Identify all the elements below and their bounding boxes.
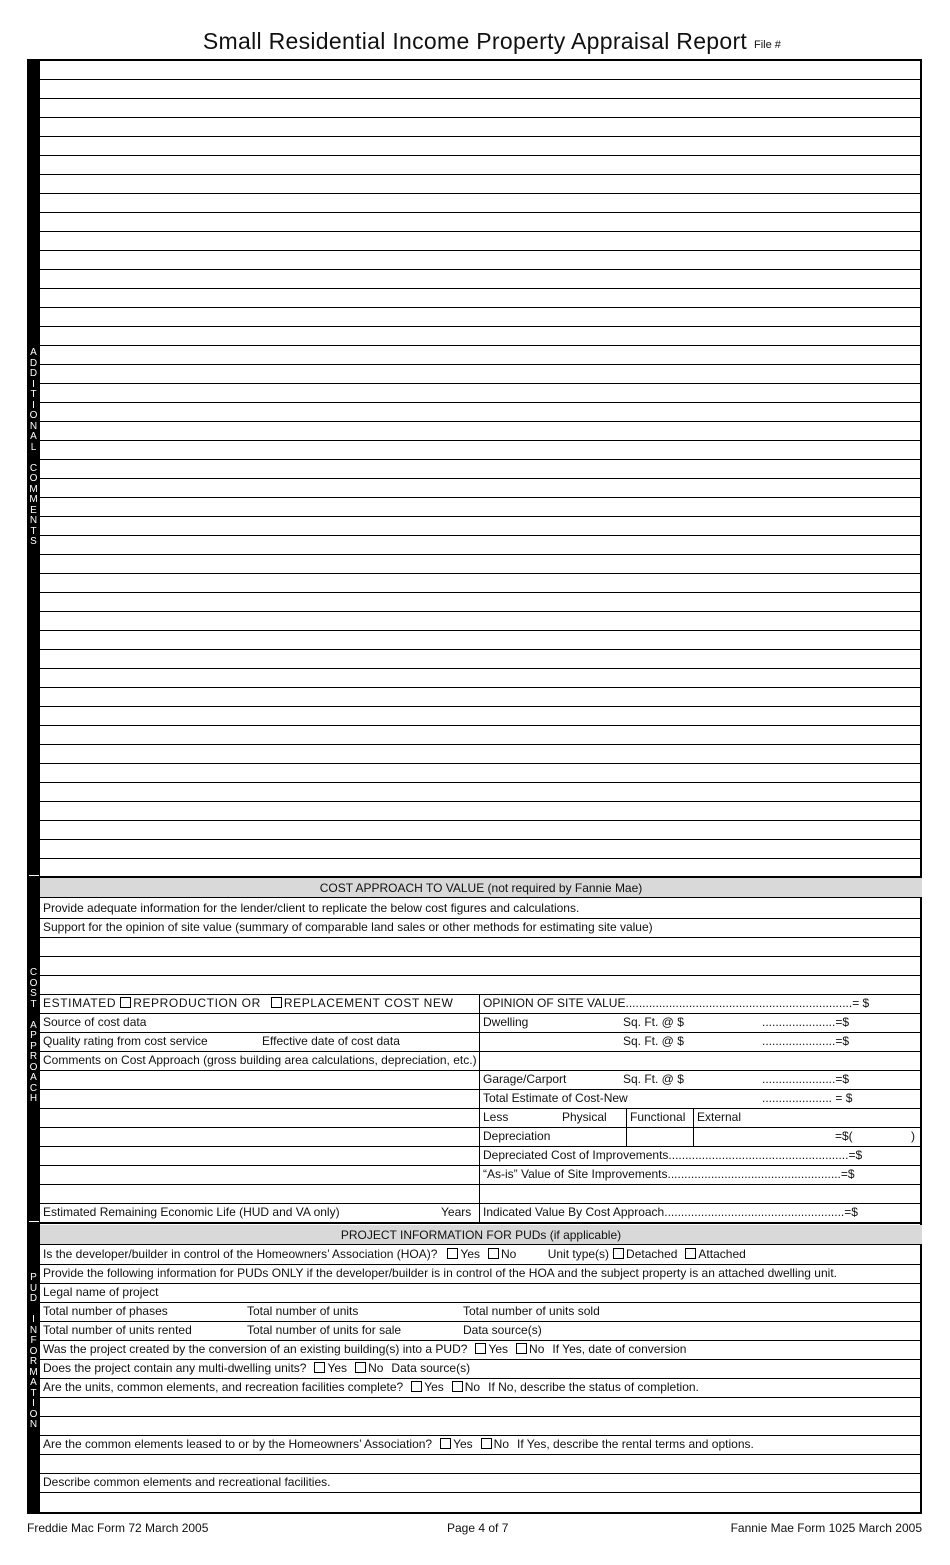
effective-date-label: Effective date of cost data (262, 1034, 400, 1048)
sidebar-letter: R (29, 1356, 38, 1367)
comment-line[interactable] (40, 440, 922, 441)
sidebar-letter: O (29, 977, 38, 989)
sidebar-letter: O (29, 1061, 38, 1073)
comment-line[interactable] (40, 535, 922, 536)
comment-line[interactable] (40, 592, 922, 593)
physical-label: Physical (562, 1110, 607, 1124)
complete-yes-label: Yes (424, 1380, 444, 1394)
comment-line[interactable] (40, 744, 922, 745)
cost-approach-header: COST APPROACH TO VALUE (not required by Fannie Mae) (40, 878, 922, 897)
multi-no-label: No (368, 1361, 384, 1375)
comment-line[interactable] (40, 402, 922, 403)
leased-question-text: Are the common elements leased to or by the Homeowners’ Association? (43, 1437, 433, 1451)
multi-no-checkbox[interactable] (355, 1362, 366, 1373)
sidebar-letter: A (30, 347, 37, 358)
comment-line[interactable] (40, 459, 922, 460)
complete-no-checkbox[interactable] (452, 1381, 463, 1392)
cost-support-site: Support for the opinion of site value (summary of comparable land sales or other methods for estimating site value) (43, 920, 653, 934)
as-is-value-label: “As-is” Value of Site Improvements (483, 1167, 668, 1181)
sidebar-letter: U (29, 1282, 38, 1294)
hoa-question-text: Is the developer/builder in control of the Homeowners’ Association (HOA)? (43, 1247, 438, 1261)
conversion-no-checkbox[interactable] (516, 1343, 527, 1354)
comment-line[interactable] (40, 554, 922, 555)
comment-line[interactable] (40, 155, 922, 156)
comment-line[interactable] (40, 839, 922, 840)
sidebar-letter: C (29, 1082, 38, 1094)
depreciation-close: ) (911, 1129, 915, 1143)
extra-total-leader: ......................=$ (762, 1034, 850, 1048)
completion-question-text: Are the units, common elements, and recreation facilities complete? (43, 1380, 404, 1394)
units-for-sale-label: Total number of units for sale (247, 1323, 402, 1337)
sidebar-letter: N (29, 1324, 38, 1336)
comment-line[interactable] (40, 858, 922, 859)
multi-data-sources-label: Data source(s) (391, 1361, 471, 1375)
comment-line[interactable] (40, 801, 922, 802)
less-label: Less (483, 1110, 509, 1124)
comment-line[interactable] (40, 497, 922, 498)
sidebar-letter: I (32, 378, 35, 390)
dwelling-sqft-label: Sq. Ft. @ $ (623, 1015, 684, 1029)
comment-line[interactable] (40, 383, 922, 384)
data-sources-label: Data source(s) (463, 1323, 542, 1337)
comment-line[interactable] (40, 364, 922, 365)
sidebar-letter: D (29, 368, 38, 379)
site-value-label: OPINION OF SITE VALUE (483, 996, 626, 1010)
comment-line[interactable] (40, 288, 922, 289)
indicated-value-leader: ......................................................=$ (664, 1205, 858, 1219)
footer-right: Fannie Mae Form 1025 March 2005 (730, 1521, 922, 1535)
page-title: Small Residential Income Property Appraisal Report (202, 28, 748, 54)
sidebar-letter: P (30, 1030, 37, 1041)
quality-rating-label: Quality rating from cost service (43, 1034, 208, 1048)
external-label: External (697, 1110, 742, 1124)
attached-checkbox[interactable] (685, 1248, 696, 1259)
sidebar-letter: C (29, 967, 38, 978)
source-of-cost-data: Source of cost data (43, 1015, 147, 1029)
replacement-checkbox[interactable] (271, 997, 282, 1008)
comment-line[interactable] (40, 516, 922, 517)
sidebar-letter: A (30, 1377, 37, 1388)
sidebar-letter (27, 453, 40, 464)
garage-label: Garage/Carport (483, 1072, 567, 1086)
hoa-control-question (43, 1247, 746, 1262)
conversion-date-label: If Yes, date of conversion (552, 1342, 687, 1356)
comment-line[interactable] (40, 649, 922, 650)
multi-dwelling-text: Does the project contain any multi-dwelling units? (43, 1361, 307, 1375)
sidebar-letter: T (30, 389, 37, 400)
leased-question (43, 1437, 754, 1452)
replacement-label: REPLACEMENT COST NEW (283, 996, 454, 1010)
dwelling-label: Dwelling (483, 1015, 529, 1029)
unit-types-label: Unit type(s) (547, 1247, 610, 1261)
as-is-value-line (483, 1167, 855, 1182)
pud-information-section-label (27, 1273, 40, 1431)
comment-line[interactable] (40, 345, 922, 346)
conversion-question-text: Was the project created by the conversion of an existing building(s) into a PUD? (43, 1342, 468, 1356)
comment-line[interactable] (40, 668, 922, 669)
multi-yes-label: Yes (327, 1361, 348, 1375)
sidebar-letter (27, 1010, 40, 1021)
hoa-no-label: No (501, 1247, 517, 1261)
conversion-question (43, 1342, 686, 1357)
sidebar-letter: F (30, 1335, 37, 1346)
comment-line[interactable] (40, 212, 922, 213)
comment-line[interactable] (40, 611, 922, 612)
pud-header: PROJECT INFORMATION FOR PUDs (if applicable) (40, 1225, 922, 1244)
pud-provide-only: Provide the following information for PUDs ONLY if the developer/builder is in control of the HOA and the subject property is an attached dwelling unit. (43, 1266, 837, 1280)
comment-line[interactable] (40, 573, 922, 574)
multi-dwelling-question (43, 1361, 470, 1376)
detached-checkbox[interactable] (613, 1248, 624, 1259)
conversion-no-label: No (529, 1342, 545, 1356)
indicated-value-label: Indicated Value By Cost Approach (483, 1205, 665, 1219)
multi-yes-checkbox[interactable] (314, 1362, 325, 1373)
sidebar-letter: O (29, 1345, 38, 1357)
extra-sqft-label: Sq. Ft. @ $ (623, 1034, 684, 1048)
sidebar-letter: M (29, 494, 38, 505)
reproduction-label: REPRODUCTION OR (133, 996, 261, 1010)
comment-line[interactable] (40, 136, 922, 137)
depreciated-cost-line (483, 1148, 862, 1163)
sidebar-letter: P (30, 1272, 37, 1283)
sidebar-letter: D (29, 1293, 38, 1304)
conversion-yes-checkbox[interactable] (475, 1343, 486, 1354)
complete-no-label: No (464, 1380, 481, 1394)
comment-line[interactable] (40, 307, 922, 308)
sidebar-letter: M (29, 483, 38, 495)
completion-status-label: If No, describe the status of completion. (488, 1380, 699, 1394)
describe-common-elements: Describe common elements and recreational facilities. (43, 1475, 331, 1489)
sidebar-letter: S (30, 988, 37, 999)
garage-total-leader: ......................=$ (762, 1072, 850, 1086)
estimated-label: ESTIMATED (43, 996, 117, 1010)
units-label: Total number of units (247, 1304, 359, 1318)
sidebar-letter: A (30, 1072, 37, 1083)
sidebar-letter: S (30, 536, 37, 547)
leased-no-label: No (493, 1437, 510, 1451)
comment-line[interactable] (40, 193, 922, 194)
attached-label: Attached (698, 1247, 746, 1261)
years-label: Years (441, 1205, 472, 1219)
remaining-life-label: Estimated Remaining Economic Life (HUD and VA only) (43, 1205, 340, 1219)
hoa-yes-checkbox[interactable] (447, 1248, 458, 1259)
sidebar-letter: T (30, 525, 37, 537)
cost-approach-comments-label: Comments on Cost Approach (gross building area calculations, depreciation, etc.) (43, 1053, 477, 1067)
sidebar-letter: N (29, 420, 38, 432)
dwelling-total-leader: ......................=$ (762, 1015, 850, 1029)
garage-sqft-label: Sq. Ft. @ $ (623, 1072, 684, 1086)
sidebar-letter: C (29, 462, 38, 474)
site-value-line (483, 996, 869, 1011)
comment-line[interactable] (40, 79, 922, 80)
comment-line[interactable] (40, 763, 922, 764)
total-cost-new-label: Total Estimate of Cost-New (483, 1091, 628, 1105)
comment-line[interactable] (40, 687, 922, 688)
detached-label: Detached (626, 1247, 678, 1261)
footer-page-number: Page 4 of 7 (447, 1521, 509, 1535)
depreciated-cost-label: Depreciated Cost of Improvements (483, 1148, 669, 1162)
units-sold-label: Total number of units sold (463, 1304, 600, 1318)
sidebar-letter: O (29, 473, 38, 484)
completion-question (43, 1380, 699, 1395)
estimated-cost-line (43, 996, 453, 1011)
sidebar-letter: N (29, 1419, 38, 1430)
comment-line[interactable] (40, 98, 922, 99)
footer-left: Freddie Mac Form 72 March 2005 (27, 1521, 209, 1535)
conversion-yes-label: Yes (488, 1342, 509, 1356)
form-frame (27, 59, 922, 1514)
sidebar-letter: T (30, 998, 37, 1010)
total-cost-new-leader: ..................... = $ (762, 1091, 853, 1105)
sidebar-letter: O (29, 410, 38, 421)
page-header (0, 28, 950, 55)
leased-yes-checkbox[interactable] (440, 1438, 451, 1449)
sidebar-letter: I (32, 1398, 35, 1409)
phases-label: Total number of phases (43, 1304, 168, 1318)
comment-line[interactable] (40, 174, 922, 175)
sidebar-letter: M (29, 1366, 38, 1378)
sidebar-letter: T (30, 1387, 37, 1399)
comment-line[interactable] (40, 725, 922, 726)
sidebar-letter: D (29, 357, 38, 369)
sidebar-letter: A (30, 431, 37, 442)
legal-name-label: Legal name of project (43, 1285, 159, 1299)
file-number-label: File # (754, 39, 781, 51)
cost-provide-info: Provide adequate information for the lender/client to replicate the below cost figures and calculations. (43, 901, 580, 915)
sidebar-letter: P (30, 1040, 37, 1052)
as-is-value-leader: ....................................................=$ (667, 1167, 855, 1181)
comment-line[interactable] (40, 269, 922, 270)
reproduction-checkbox[interactable] (120, 997, 131, 1008)
sidebar-letter: I (32, 1314, 35, 1325)
sidebar-letter: R (29, 1051, 38, 1062)
leased-yes-label: Yes (453, 1437, 473, 1451)
functional-label: Functional (630, 1110, 686, 1124)
depreciation-value: =$( (835, 1129, 853, 1143)
comment-line[interactable] (40, 820, 922, 821)
sidebar-letter: A (30, 1019, 37, 1031)
cost-approach-section-label (27, 968, 40, 1105)
comment-line[interactable] (40, 782, 922, 783)
leased-no-checkbox[interactable] (481, 1438, 492, 1449)
comment-line[interactable] (40, 231, 922, 232)
comment-line[interactable] (40, 630, 922, 631)
depreciation-label: Depreciation (483, 1129, 551, 1143)
comment-line[interactable] (40, 326, 922, 327)
units-rented-label: Total number of units rented (43, 1323, 192, 1337)
sidebar-letter: I (32, 399, 35, 411)
sidebar-letter: H (29, 1093, 38, 1104)
indicated-value-line (483, 1205, 858, 1220)
additional-comments-section-label (27, 348, 40, 548)
site-value-leader: ....................................................................= $ (625, 996, 870, 1010)
sidebar-letter: L (30, 441, 37, 453)
hoa-no-checkbox[interactable] (488, 1248, 499, 1259)
comment-line[interactable] (40, 117, 922, 118)
rental-terms-label: If Yes, describe the rental terms and options. (517, 1437, 754, 1451)
sidebar-letter: O (29, 1408, 38, 1420)
depreciated-cost-leader: ......................................................=$ (668, 1148, 863, 1162)
comment-line[interactable] (40, 478, 922, 479)
comment-line[interactable] (40, 250, 922, 251)
comment-line[interactable] (40, 706, 922, 707)
complete-yes-checkbox[interactable] (411, 1381, 422, 1392)
hoa-yes-label: Yes (460, 1247, 480, 1261)
sidebar-letter: N (29, 515, 38, 526)
comment-line[interactable] (40, 421, 922, 422)
sidebar-letter: E (30, 504, 37, 516)
